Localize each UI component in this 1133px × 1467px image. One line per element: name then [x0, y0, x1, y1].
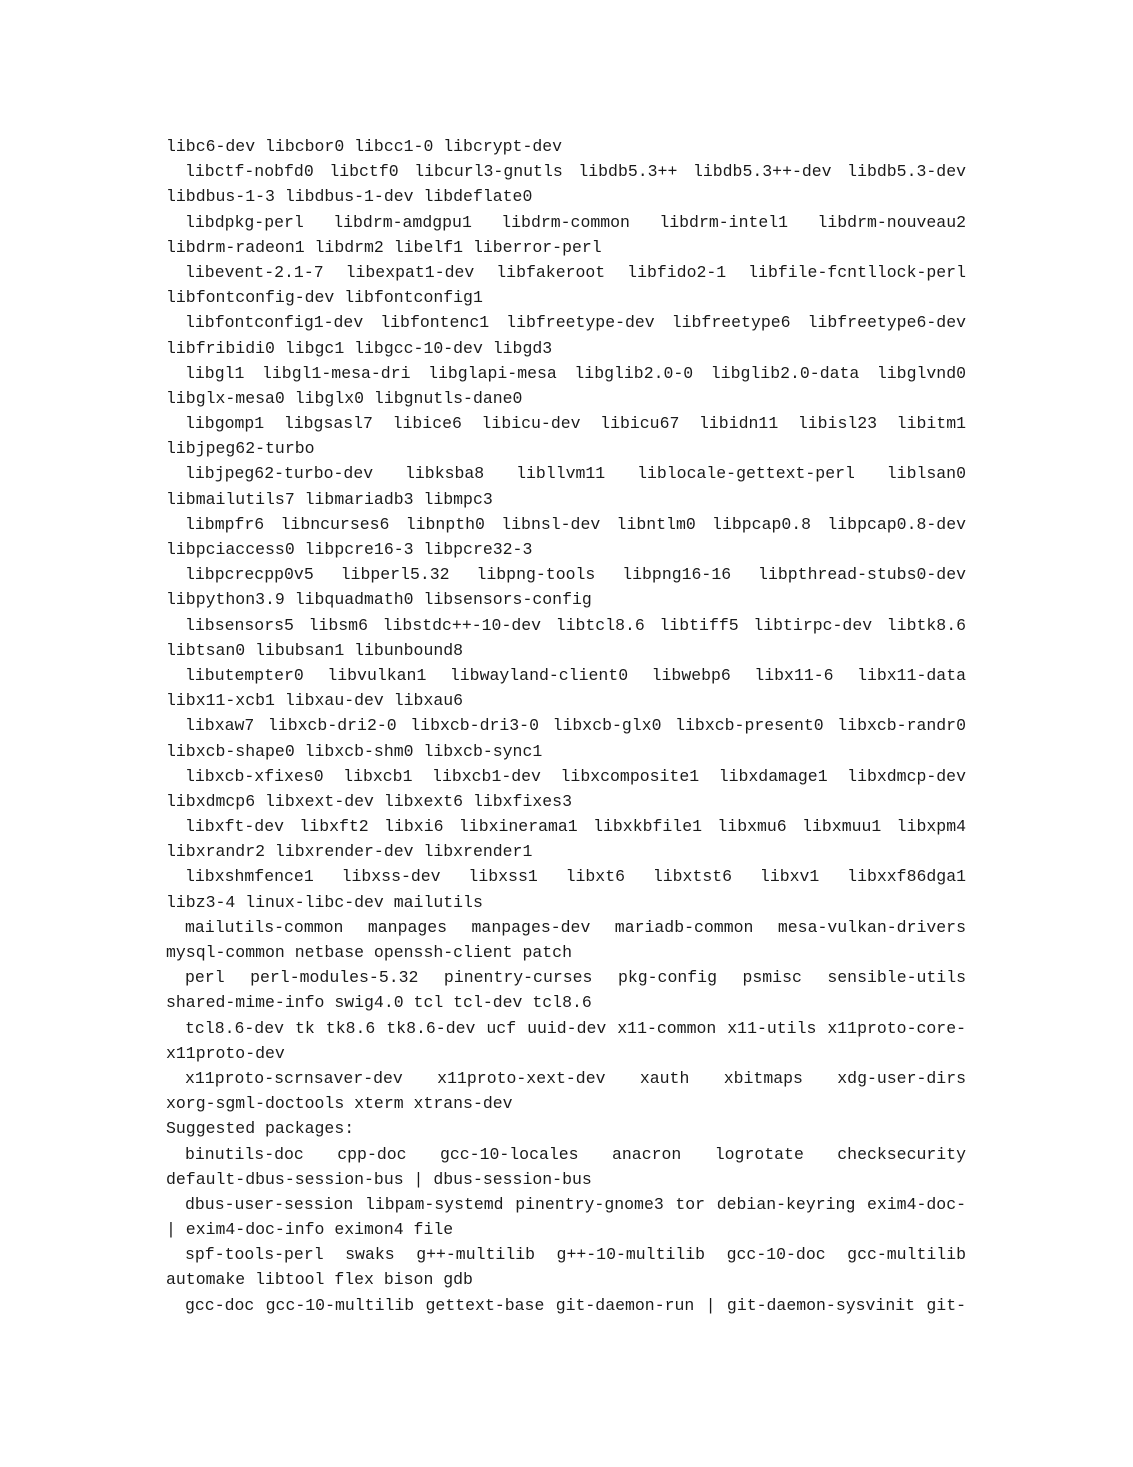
package-list-line: libctf-nobfd0 libctf0 libcurl3-gnutls libdb5.3++ libdb5.3++-dev libdb5.3-dev — [185, 162, 966, 182]
package-list-line: libxaw7 libxcb-dri2-0 libxcb-dri3-0 libxcb-glx0 libxcb-present0 libxcb-randr0 — [185, 716, 966, 736]
package-list-line: libxft-dev libxft2 libxi6 libxinerama1 libxkbfile1 libxmu6 libxmuu1 libxpm4 — [185, 817, 966, 837]
document-body — [166, 134, 966, 1318]
package-list-line: libutempter0 libvulkan1 libwayland-client0 libwebp6 libx11-6 libx11-data — [185, 665, 966, 685]
package-list-line: libjpeg62-turbo — [166, 439, 315, 459]
package-list-line: libxcb-shape0 libxcb-shm0 libxcb-sync1 — [166, 741, 543, 761]
package-list-line: mysql-common netbase openssh-client patch — [166, 943, 572, 962]
package-list-line: xorg-sgml-doctools xterm xtrans-dev — [166, 1094, 513, 1114]
package-list-line: libfontconfig1-dev libfontenc1 libfreetype-dev libfreetype6 libfreetype6-dev — [185, 313, 966, 333]
package-list-line: x11proto-scrnsaver-dev x11proto-xext-dev xauth xbitmaps xdg-user-dirs — [185, 1068, 966, 1088]
package-list-line: libz3-4 linux-libc-dev mailutils — [166, 892, 483, 912]
package-list-line: libfribidi0 libgc1 libgcc-10-dev libgd3 — [166, 338, 553, 358]
package-list-line: libpciaccess0 libpcre16-3 libpcre32-3 — [166, 540, 533, 559]
package-list-line: libx11-xcb1 libxau-dev libxau6 — [166, 691, 464, 711]
package-list-line: libpython3.9 libquadmath0 libsensors-config — [166, 590, 592, 610]
package-list-line: automake libtool flex bison gdb — [166, 1270, 473, 1290]
package-list-line: libglx-mesa0 libglx0 libgnutls-dane0 — [166, 388, 523, 408]
package-list-line: libfontconfig-dev libfontconfig1 — [166, 288, 483, 308]
package-list-line: mailutils-common manpages manpages-dev mariadb-common mesa-vulkan-drivers — [185, 917, 966, 937]
package-list-line: | exim4-doc-info eximon4 file — [166, 1220, 454, 1240]
section-heading: Suggested packages: — [166, 1119, 355, 1139]
package-list-line: perl perl-modules-5.32 pinentry-curses pkg-config psmisc sensible-utils — [185, 968, 966, 988]
package-list-line: libdrm-radeon1 libdrm2 libelf1 liberror-perl — [166, 237, 602, 257]
package-list-line: libdbus-1-3 libdbus-1-dev libdeflate0 — [166, 187, 533, 207]
package-list-line: libdpkg-perl libdrm-amdgpu1 libdrm-common libdrm-intel1 libdrm-nouveau2 — [185, 212, 966, 232]
package-list-line: libmpfr6 libncurses6 libnpth0 libnsl-dev libntlm0 libpcap0.8 libpcap0.8-dev — [185, 514, 966, 534]
package-list-line: dbus-user-session libpam-systemd pinentry-gnome3 tor debian-keyring exim4-doc- — [185, 1194, 966, 1214]
package-list-line: libxshmfence1 libxss-dev libxss1 libxt6 libxtst6 libxv1 libxxf86dga1 — [185, 867, 966, 887]
package-list-line: libpcrecpp0v5 libperl5.32 libpng-tools libpng16-16 libpthread-stubs0-dev — [185, 565, 966, 585]
package-list-line: libgomp1 libgsasl7 libice6 libicu-dev libicu67 libidn11 libisl23 libitm1 — [185, 414, 966, 434]
package-list-line: spf-tools-perl swaks g++-multilib g++-10-multilib gcc-10-doc gcc-multilib — [185, 1245, 966, 1265]
package-list-line: tcl8.6-dev tk tk8.6 tk8.6-dev ucf uuid-dev x11-common x11-utils x11proto-core- — [185, 1018, 966, 1038]
package-list-line: gcc-doc gcc-10-multilib gettext-base git-daemon-run | git-daemon-sysvinit git- — [185, 1295, 966, 1315]
package-list-line: libxrandr2 libxrender-dev libxrender1 — [166, 842, 533, 862]
package-list-line: libc6-dev libcbor0 libcc1-0 libcrypt-dev — [166, 137, 563, 156]
package-list-line: libsensors5 libsm6 libstdc++-10-dev libtcl8.6 libtiff5 libtirpc-dev libtk8.6 — [185, 615, 966, 635]
package-list-line: default-dbus-session-bus | dbus-session-bus — [166, 1169, 592, 1189]
package-list-line: binutils-doc cpp-doc gcc-10-locales anacron logrotate checksecurity — [185, 1144, 966, 1164]
package-list-line: libmailutils7 libmariadb3 libmpc3 — [166, 489, 493, 509]
package-list-line: libjpeg62-turbo-dev libksba8 libllvm11 liblocale-gettext-perl liblsan0 — [185, 464, 966, 484]
package-list-line: libevent-2.1-7 libexpat1-dev libfakeroot libfido2-1 libfile-fcntllock-perl — [185, 262, 966, 282]
package-list-line: shared-mime-info swig4.0 tcl tcl-dev tcl8.6 — [166, 993, 592, 1013]
package-list-line: libgl1 libgl1-mesa-dri libglapi-mesa libglib2.0-0 libglib2.0-data libglvnd0 — [185, 363, 966, 383]
package-list-line: x11proto-dev — [166, 1043, 285, 1063]
package-list-line: libxcb-xfixes0 libxcb1 libxcb1-dev libxcomposite1 libxdamage1 libxdmcp-dev — [185, 766, 966, 786]
package-list-line: libtsan0 libubsan1 libunbound8 — [166, 640, 464, 660]
package-list-line: libxdmcp6 libxext-dev libxext6 libxfixes3 — [166, 791, 572, 811]
